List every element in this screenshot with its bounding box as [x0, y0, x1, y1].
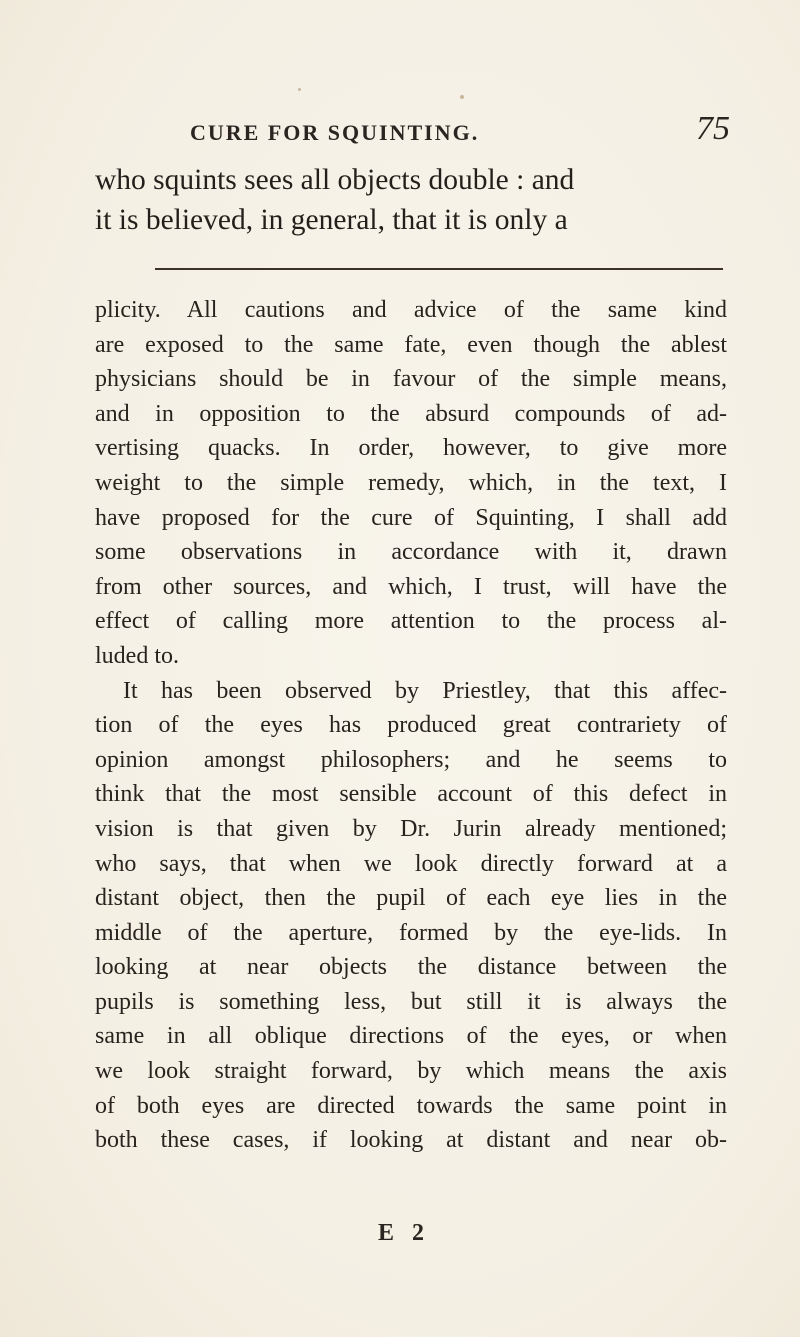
paper-speck [460, 95, 464, 99]
text-line: pupils is something less, but still it is always the [95, 988, 727, 1015]
text-line: distant object, then the pupil of each eye lies in the [95, 885, 727, 912]
text-line: weight to the simple remedy, which, in the text, I [95, 469, 727, 496]
signature-mark: E 2 [378, 1220, 431, 1246]
text-line: of both eyes are directed towards the same point in [95, 1092, 727, 1119]
text-line: vision is that given by Dr. Jurin already mentioned; [95, 815, 727, 842]
pasted-text-fragment [95, 160, 715, 240]
text-line: from other sources, and which, I trust, will have the [95, 573, 727, 600]
page-number: 75 [696, 110, 730, 147]
paper-speck [298, 88, 301, 91]
text-line: have proposed for the cure of Squinting, I shall add [95, 504, 727, 531]
text-line: both these cases, if looking at distant and near ob- [95, 1127, 727, 1154]
text-line: think that the most sensible account of this defect in [95, 781, 727, 808]
text-line: it is believed, in general, that it is only a [95, 204, 568, 236]
text-line: looking at near objects the distance between the [95, 954, 727, 981]
text-line: are exposed to the same fate, even though the ablest [95, 331, 727, 358]
body-text [95, 293, 727, 1158]
running-title: CURE FOR SQUINTING. [190, 120, 480, 145]
text-line: It has been observed by Priestley, that this affec- [123, 677, 727, 704]
text-line: opinion amongst philosophers; and he seems to [95, 746, 727, 773]
divider-rule [155, 268, 723, 270]
text-line: middle of the aperture, formed by the eye-lids. In [95, 919, 727, 946]
text-line: vertising quacks. In order, however, to give more [95, 435, 727, 462]
text-line: who says, that when we look directly forward at a [95, 850, 727, 877]
text-line: physicians should be in favour of the simple means, [95, 366, 727, 393]
text-line: who squints sees all objects double : and [95, 164, 575, 196]
text-line: some observations in accordance with it, drawn [95, 539, 727, 566]
text-line: we look straight forward, by which means the axis [95, 1058, 727, 1085]
text-line: same in all oblique directions of the eyes, or when [95, 1023, 727, 1050]
page-header [150, 110, 730, 150]
text-line: effect of calling more attention to the process al- [95, 608, 727, 635]
text-line: tion of the eyes has produced great contrariety of [95, 712, 727, 739]
text-line: and in opposition to the absurd compounds of ad- [95, 400, 727, 427]
text-line: luded to. [95, 642, 179, 669]
text-line: plicity. All cautions and advice of the same kind [95, 297, 727, 323]
